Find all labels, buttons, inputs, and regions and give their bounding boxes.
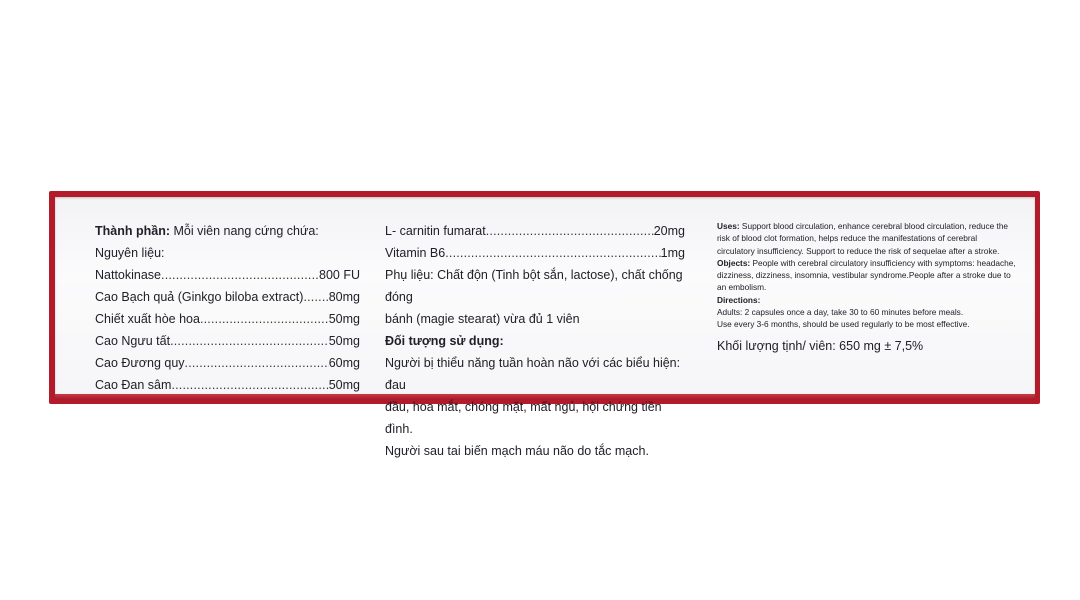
ingredient-row: L- carnitin fumarat ..... 20mg (385, 220, 685, 242)
ingredients-title: Thành phần: (95, 224, 170, 238)
ingredient-row: Cao Ngưu tất ..... 50mg (95, 330, 360, 352)
excipients-text: Phụ liệu: Chất độn (Tinh bột sắn, lactose), chất chống đóng bánh (magie stearat) vừa đủ 1 viên (385, 268, 683, 326)
objects-paragraph: Objects: People with cerebral circulatory insufficiency with symptoms: headache, dizziness, dizziness, insomnia, vestibular syndrome.People after a stroke due to an embolism. (717, 257, 1016, 293)
ingredients-column (95, 220, 360, 396)
ingredients-continued-column (385, 220, 685, 462)
ingredients-subtitle: Mỗi viên nang cứng chứa: (173, 224, 319, 238)
ingredient-row: Chiết xuất hòe hoa ..... 50mg (95, 308, 360, 330)
target-users-text: Người bị thiểu năng tuần hoàn não với các biểu hiện: đau đầu, hoa mắt, chóng mặt, mất ngủ, hội chứng tiền đình. Người sau tai biến mạch máu não do tắc mạch. (385, 356, 681, 458)
ingredient-row: Cao Bạch quả (Ginkgo biloba extract) ..... 80mg (95, 286, 360, 308)
english-info-column (717, 220, 1017, 355)
directions-label: Directions: (717, 294, 761, 305)
directions-line: Adults: 2 capsules once a day, take 30 to 60 minutes before meals. (717, 307, 964, 318)
ingredient-row: Nattokinase ..... 800 FU (95, 264, 360, 286)
uses-paragraph: Uses: Support blood circulation, enhance cerebral blood circulation, reduce the risk of blood clot formation, helps reduce the manifestations of cerebral circulatory insufficiency. Support to reduce the risk of sequelae after a stroke. (717, 221, 1009, 256)
target-users-title: Đối tượng sử dụng: (385, 334, 504, 348)
ingredient-row: Cao Đan sâm ..... 50mg (95, 374, 360, 396)
directions-line: Use every 3-6 months, should be used regularly to be most effective. (717, 319, 970, 330)
raw-materials-label: Nguyên liệu: (95, 246, 165, 260)
ingredients-heading (95, 220, 360, 242)
net-weight: Khối lượng tịnh/ viên: 650 mg ± 7,5% (717, 338, 924, 353)
ingredient-row: Vitamin B6 ..... 1mg (385, 242, 685, 264)
ingredient-row: Cao Đương quy ..... 60mg (95, 352, 360, 374)
